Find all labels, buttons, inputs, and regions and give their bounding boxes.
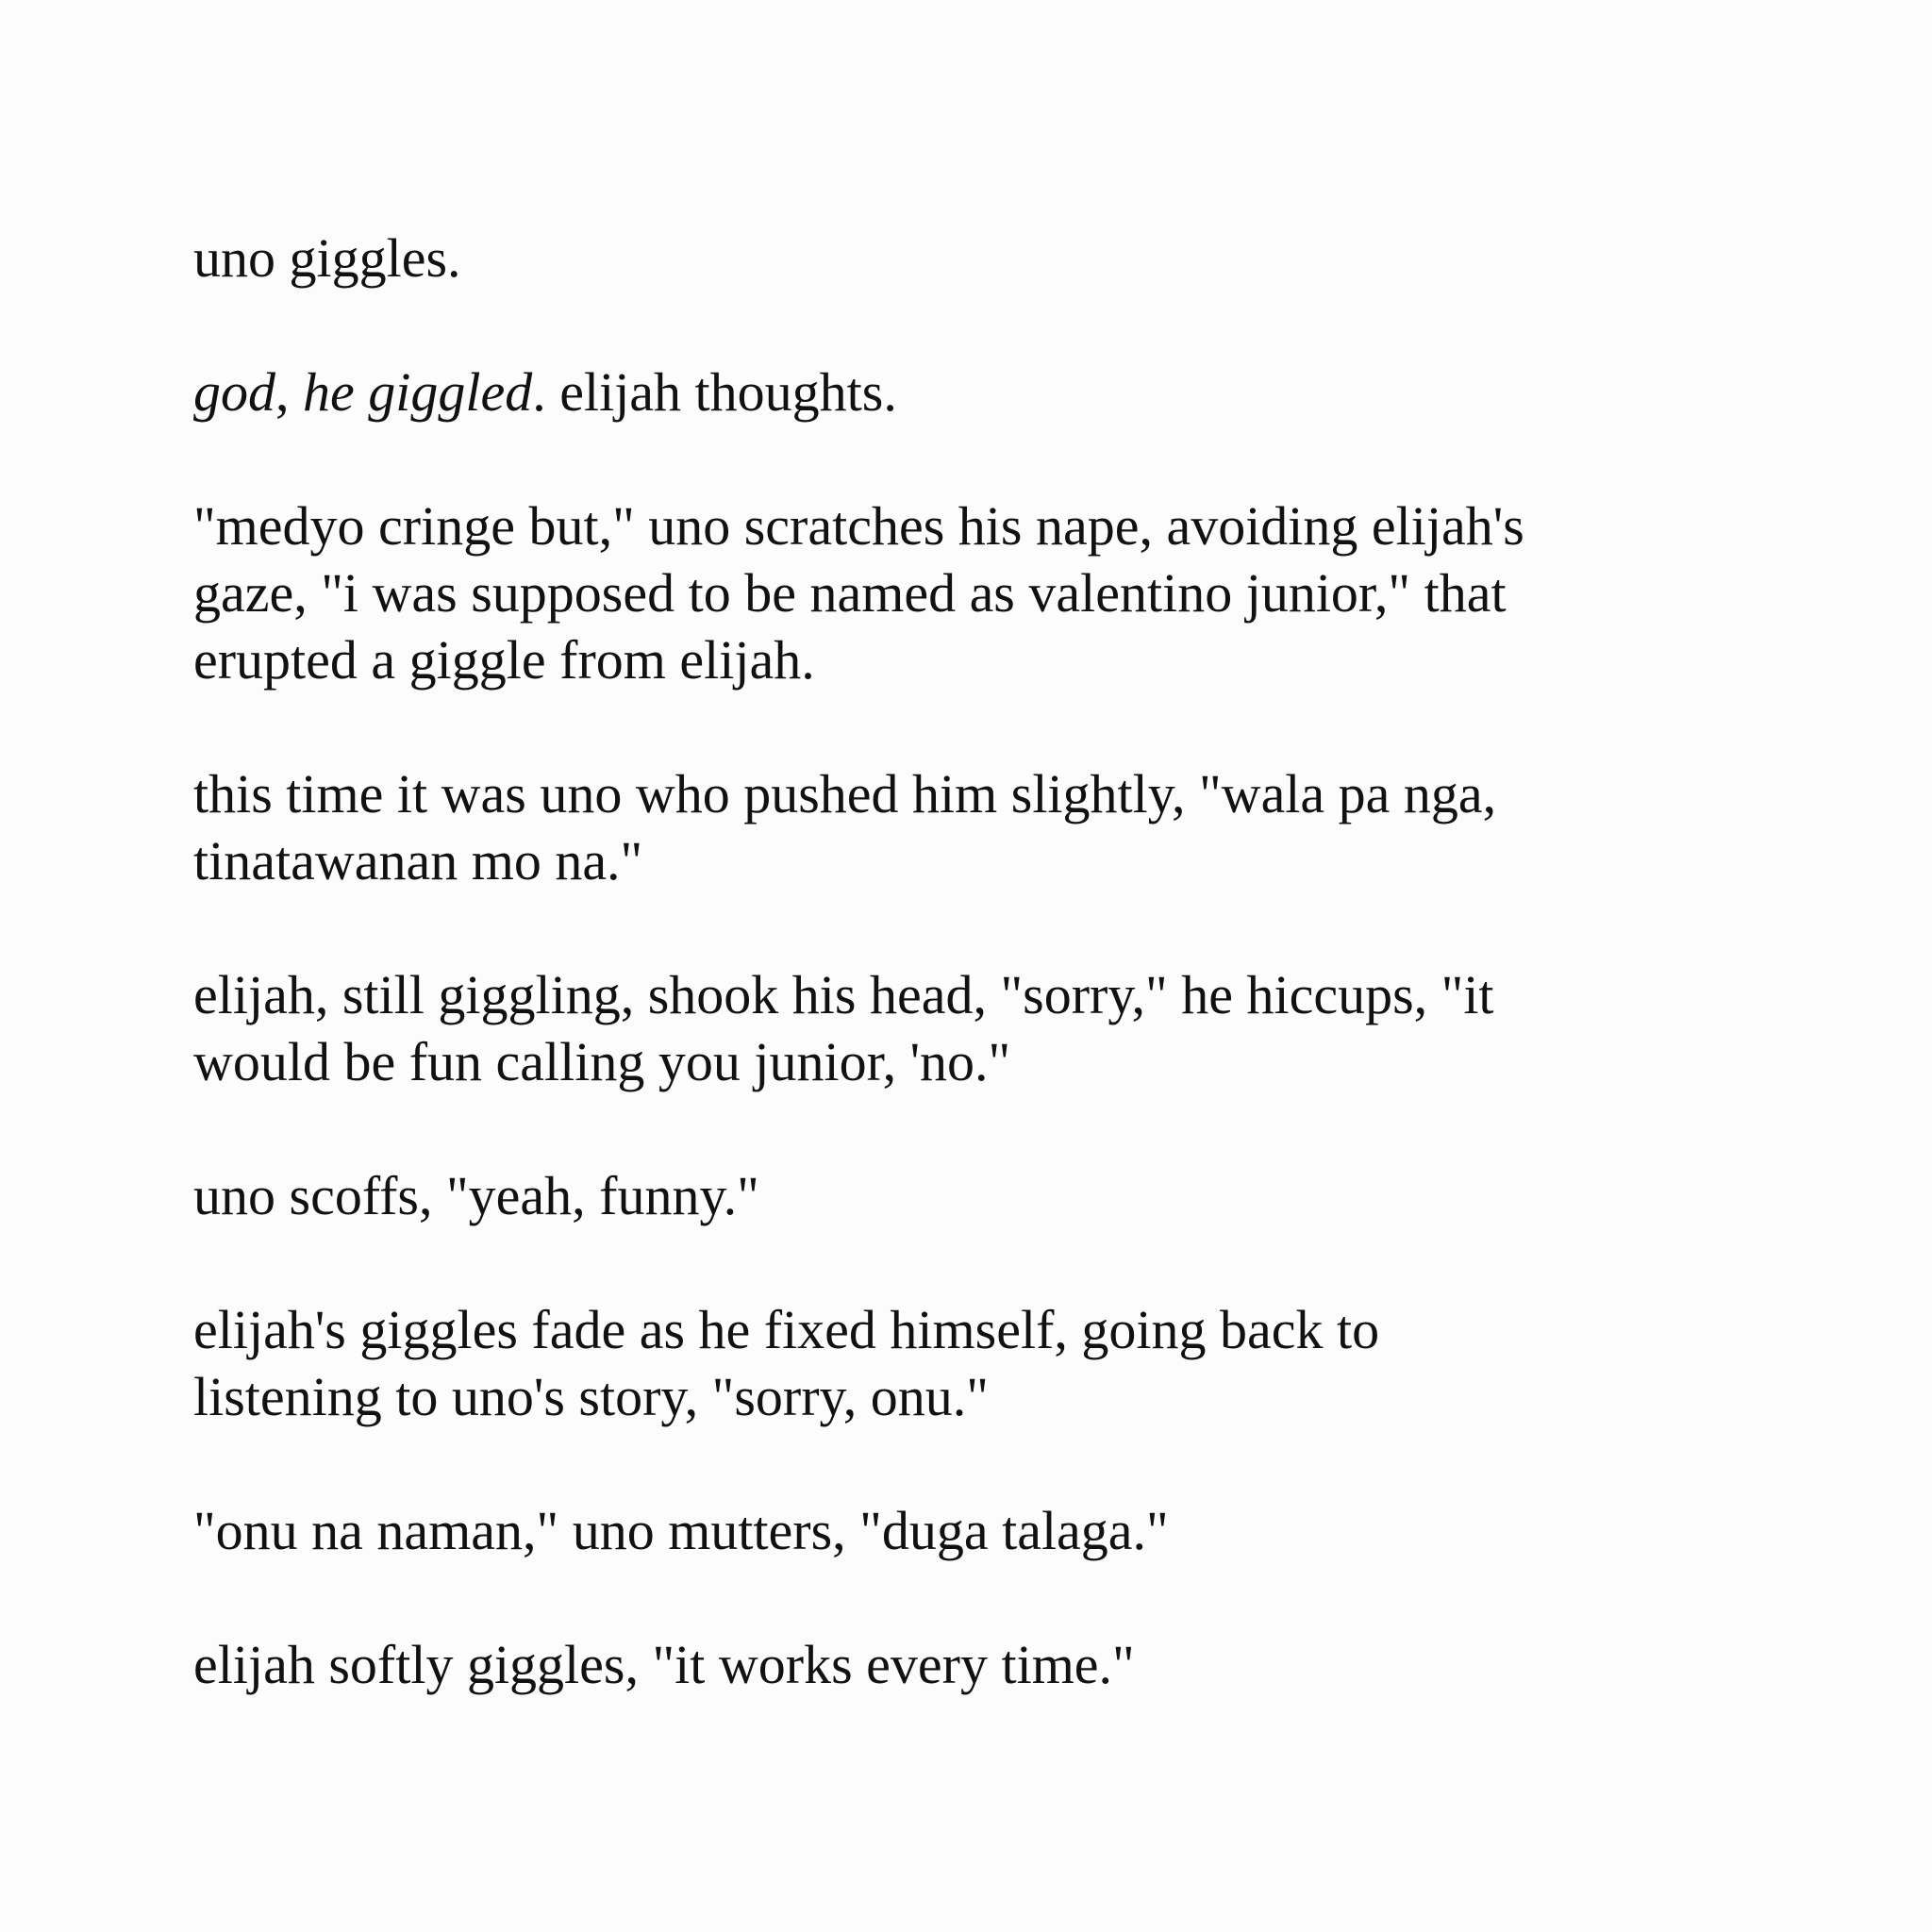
paragraph-6 — [193, 1162, 1797, 1229]
paragraph-9 — [193, 1631, 1797, 1698]
text-line: "medyo cringe but," uno scratches his nape, avoiding elijah's — [193, 495, 1524, 557]
text-line: tinatawanan mo na." — [193, 830, 643, 891]
text-line: uno giggles. — [193, 227, 461, 289]
text-line: elijah, still giggling, shook his head, "sorry," he hiccups, "it — [193, 964, 1494, 1025]
comma-separator: , — [275, 361, 303, 423]
paragraph-7 — [193, 1296, 1797, 1430]
text-line: would be fun calling you junior, 'no." — [193, 1031, 1011, 1092]
paragraph-2 — [193, 358, 1797, 425]
text-line: uno scoffs, "yeah, funny." — [193, 1165, 759, 1226]
paragraph-8 — [193, 1497, 1797, 1564]
text-line: elijah's giggles fade as he fixed himself, going back to — [193, 1299, 1380, 1360]
paragraph-1 — [193, 225, 1797, 291]
text-line: this time it was uno who pushed him slightly, "wala pa nga, — [193, 763, 1497, 824]
paragraph-4 — [193, 760, 1797, 894]
text-line: elijah softly giggles, "it works every time." — [193, 1634, 1135, 1695]
text-line: gaze, "i was supposed to be named as valentino junior," that — [193, 562, 1507, 624]
text-line: "onu na naman," uno mutters, "duga talaga." — [193, 1500, 1169, 1561]
italic-thought-he-giggled: he giggled — [303, 361, 533, 423]
story-text-page — [193, 225, 1797, 1765]
paragraph-5 — [193, 961, 1797, 1095]
narration: . elijah thoughts. — [532, 361, 897, 423]
text-line: listening to uno's story, "sorry, onu." — [193, 1366, 989, 1427]
paragraph-3 — [193, 492, 1797, 693]
text-line — [193, 358, 1797, 425]
italic-thought-god: god — [193, 361, 275, 423]
text-line: erupted a giggle from elijah. — [193, 629, 815, 691]
